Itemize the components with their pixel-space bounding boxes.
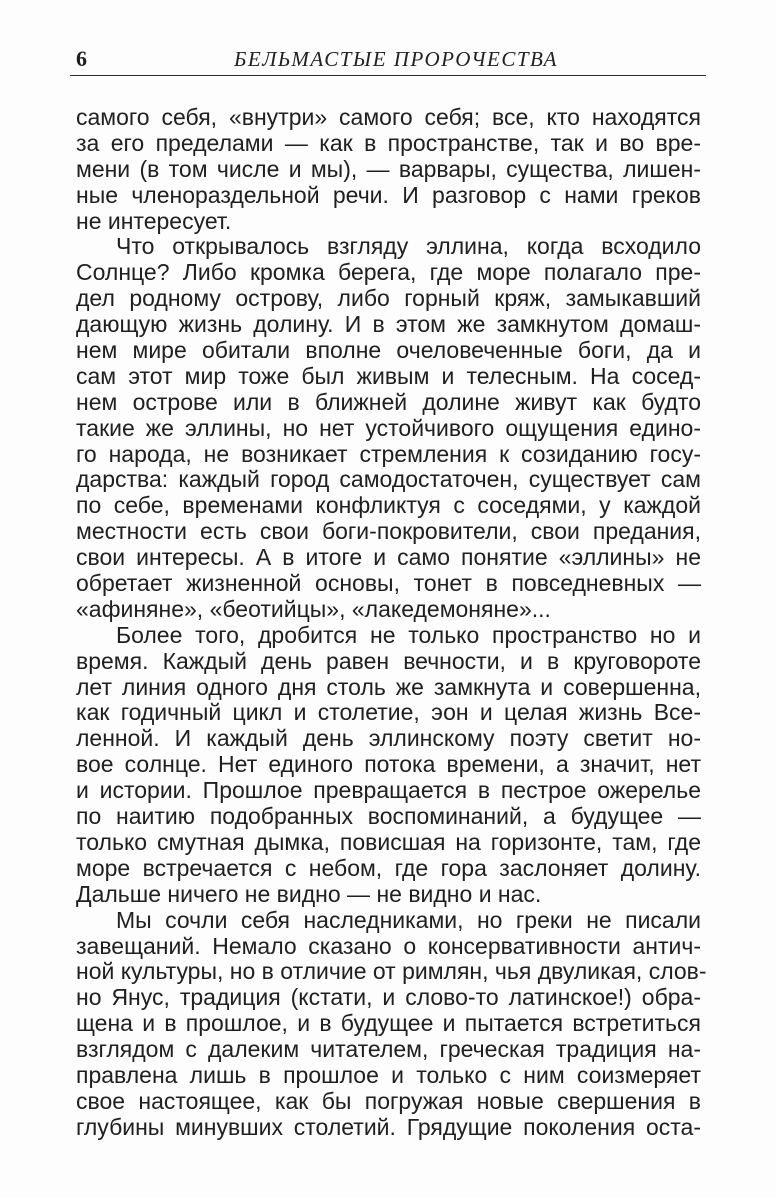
text-line: лет линия одного дня столь же замкнута и совершенна, [76, 673, 701, 700]
text-line: по себе, временами конфликтуя с соседями, у каждой [76, 492, 701, 519]
text-line: Что открывалось взгляду эллина, когда всходило [116, 233, 701, 260]
text-line: по наитию подобранных воспоминаний, а будущее — [76, 803, 701, 830]
paragraph [76, 906, 707, 1141]
body-text [76, 104, 707, 1141]
text-line: Солнце? Либо кромка берега, где море полагало пре- [76, 259, 701, 286]
text-line: ленной. И каждый день эллинскому поэту светит но- [76, 725, 701, 752]
text-line: дел родному острову, либо горный кряж, замыкавший [76, 285, 701, 312]
page-number: 6 [76, 46, 87, 71]
text-line: вое солнце. Нет единого потока времени, а значит, нет [76, 751, 701, 778]
text-line: как годичный цикл и столетие, эон и целая жизнь Все- [76, 699, 701, 726]
text-line: нем острове или в ближней долине живут как будто [76, 388, 701, 415]
text-line: завещаний. Немало сказано о консервативности антич- [76, 932, 701, 959]
text-line: море встречается с небом, где гора заслоняет долину. [76, 854, 701, 881]
page-header [70, 42, 706, 78]
text-line: обретает жизненной основы, тонет в повседневных — [76, 570, 701, 597]
text-line: глубины минувших столетий. Грядущие поколения оста- [76, 1113, 701, 1140]
text-line: ной культуры, но в отличие от римлян, чья двуликая, слов- [76, 958, 707, 985]
text-line: Более того, дробится не только пространство но и [116, 621, 701, 648]
text-line: не интересует. [76, 207, 232, 234]
header-rule [70, 75, 706, 76]
text-line: дающую жизнь долину. И в этом же замкнутом домаш- [76, 311, 701, 338]
text-line: нем мире обитали вполне очеловеченные боги, да и [76, 337, 701, 364]
running-title: БЕЛЬМАСТЫЕ ПРОРОЧЕСТВА [234, 47, 558, 71]
text-line: время. Каждый день равен вечности, и в круговороте [76, 647, 701, 674]
text-line: щена и в прошлое, и в будущее и пытается встретиться [76, 1010, 701, 1037]
text-line: но Янус, традиция (кстати, и слово-то латинское!) обра- [76, 984, 701, 1011]
text-line: «афиняне», «беотийцы», «лакедемоняне»... [76, 595, 551, 622]
text-line: го народа, не возникает стремления к созиданию госу- [76, 440, 701, 467]
text-line: Мы сочли себя наследниками, но греки не писали [116, 906, 701, 933]
text-line: мени (в том числе и мы), — варвары, существа, лишен- [76, 155, 701, 182]
text-line: и истории. Прошлое превращается в пестрое ожерелье [76, 777, 701, 804]
text-line: правлена лишь в прошлое и только с ним соизмеряет [76, 1061, 701, 1088]
text-line: свое настоящее, как бы погружая новые свершения в [76, 1087, 701, 1114]
text-line: только смутная дымка, повисшая на горизонте, там, где [76, 828, 701, 855]
text-line: дарства: каждый город самодостаточен, существует сам [76, 466, 701, 493]
text-line: взглядом с далеким читателем, греческая традиция на- [76, 1036, 701, 1063]
paragraph [76, 105, 701, 234]
text-line: такие же эллины, но нет устойчивого ощущения едино- [76, 414, 701, 441]
paragraph [76, 234, 701, 622]
text-line: самого себя, «внутри» самого себя; все, кто находятся [76, 104, 701, 130]
text-line: сам этот мир тоже был живым и телесным. На сосед- [76, 362, 701, 389]
text-line: местности есть свои боги-покровители, свои предания, [76, 518, 701, 545]
paragraph [76, 623, 701, 908]
text-line: Дальше ничего не видно — не видно и нас. [76, 880, 542, 907]
text-line: за его пределами — как в пространстве, так и во вре- [76, 129, 701, 156]
text-line: ные членораздельной речи. И разговор с нами греков [76, 181, 701, 208]
text-line: свои интересы. А в итоге и само понятие «эллины» не [76, 544, 701, 571]
